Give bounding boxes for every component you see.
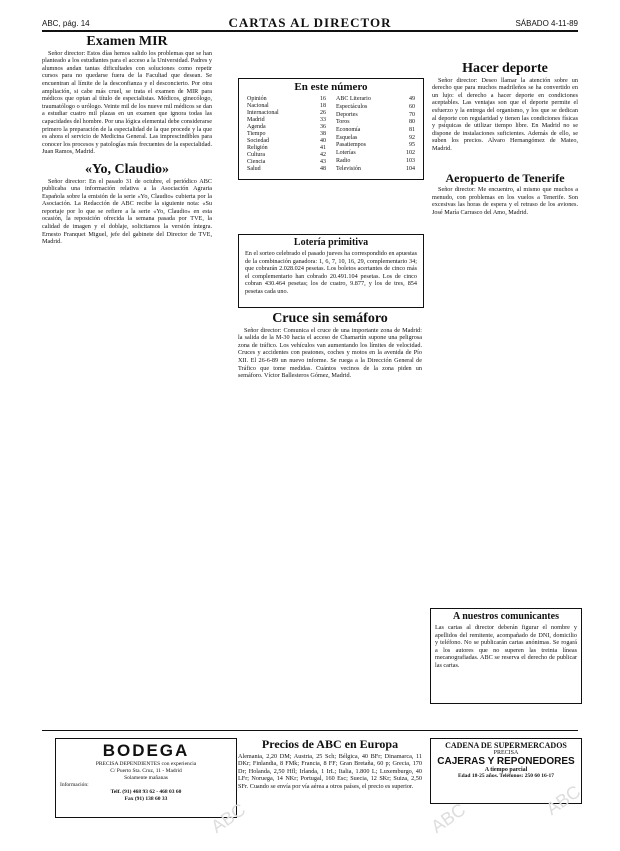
index-title: En este número bbox=[294, 81, 368, 93]
ad-line: CAJERAS Y REPONEDORES bbox=[437, 756, 575, 767]
index-row bbox=[245, 145, 328, 152]
notice-body: Las cartas al director deberán figurar el nombre y apellidos del remitente, acompañado de DNI, domicilio y teléfono. No se publicarán cartas anónimas. Se rogará a los autores que no superen las treinta líneas mecanografiadas. ABC se reserva el derecho de publicar las cartas. bbox=[435, 624, 577, 669]
index-row bbox=[245, 159, 328, 166]
ad-phone: Telf. (91) 468 93 62 - 468 03 60 bbox=[110, 789, 182, 795]
letter-title: Cruce sin semáforo bbox=[272, 311, 388, 326]
column-middle bbox=[238, 312, 422, 381]
ad-line: C/ Puerto Sta. Cruz, 11 - Madrid bbox=[110, 768, 182, 774]
index-item-name: Televisión bbox=[336, 165, 361, 172]
lottery-body: En el sorteo celebrado el pasado jueves ha correspondido en apuestas de la combinación ganadora: 1, 6, 7, 10, 16, 29, complementario 34; que cobrarán 2.028.024 pesetas. Los boletos acertantes de cinco más el complementario han cobrado 20.491.104 pesetas. Los de cinco cobran 430.464 pesetas; los de cuatro, 9.877, y los de tres, 854 pesetas cada uno. bbox=[245, 250, 417, 295]
index-row bbox=[245, 166, 328, 173]
letter-body: Señor director: Comunica el cruce de una importante zona de Madrid: la salida de la M-30 hacia el acceso de Chamartín supone una peligrosa zona de tráfico. Los vehículos van aumentando los límites de velocidad. Cruces y accidentes con peatones, coches y motos en la avenida de Pío XII. El 26-6-89 un nuevo informe. Se ruega a la Dirección General de Tráfico que tome medidas. Cuántos vecinos de la zona piden un semáforo. Víctor Ballesteros Gómez, Madrid. bbox=[238, 326, 422, 380]
index-row bbox=[245, 124, 328, 131]
index-item-name: Internacional bbox=[247, 110, 279, 116]
index-row bbox=[245, 96, 328, 103]
watermark: ABC bbox=[207, 799, 250, 837]
index-item-page: 49 bbox=[409, 96, 415, 103]
notice-box bbox=[430, 608, 582, 704]
index-item-name: ABC Literario bbox=[336, 96, 371, 103]
europe-title: Precios de ABC en Europa bbox=[261, 737, 399, 751]
ad-line: A tiempo parcial bbox=[484, 767, 528, 773]
ad-line: PRECISA bbox=[493, 750, 519, 756]
letter-title: «Yo, Claudio» bbox=[84, 161, 170, 177]
index-item-name: Radio bbox=[336, 157, 351, 164]
index-row bbox=[334, 158, 417, 166]
section-title: CARTAS AL DIRECTOR bbox=[228, 15, 392, 30]
ad-line: Información: bbox=[60, 782, 89, 788]
index-row bbox=[334, 96, 417, 104]
index-row bbox=[245, 117, 328, 124]
index-item-page: 43 bbox=[320, 159, 326, 165]
lottery-box bbox=[238, 234, 424, 308]
index-item-page: 38 bbox=[320, 131, 326, 137]
index-row bbox=[245, 110, 328, 117]
letter-body: Señor director: Me encuentro, al mismo que muchos a menudo, con problemas en los vuelos a Tenerife. Son excesivas las horas de espera y el retraso de los aviones. José María Carrasco del Amo, Madrid. bbox=[432, 186, 578, 216]
page-date: SÁBADO 4-11-89 bbox=[515, 19, 578, 28]
index-box bbox=[238, 78, 424, 180]
index-item-name: Loterías bbox=[336, 150, 356, 157]
bodega-ad bbox=[55, 738, 237, 818]
index-item-page: 60 bbox=[409, 104, 415, 111]
index-item-name: Toros bbox=[336, 119, 350, 126]
column-left bbox=[42, 35, 212, 247]
index-item-name: Economía bbox=[336, 127, 361, 134]
watermark: ABC bbox=[542, 781, 585, 819]
index-item-name: Religión bbox=[247, 145, 268, 151]
letter-title: Hacer deporte bbox=[462, 61, 548, 76]
ad-name: BODEGA bbox=[102, 741, 190, 760]
index-item-page: 41 bbox=[320, 145, 326, 151]
index-item-name: Salud bbox=[247, 166, 261, 172]
index-item-page: 95 bbox=[409, 142, 415, 149]
index-row bbox=[334, 119, 417, 127]
ad-line: Solamente mañanas bbox=[124, 775, 168, 781]
bottom-rule bbox=[42, 730, 578, 731]
index-item-page: 40 bbox=[320, 138, 326, 144]
index-item-name: Tiempo bbox=[247, 131, 266, 137]
index-item-name: Deportes bbox=[336, 111, 358, 118]
index-item-page: 70 bbox=[409, 111, 415, 118]
europe-prices bbox=[238, 738, 422, 791]
index-row bbox=[334, 134, 417, 142]
ad-line: CADENA DE SUPERMERCADOS bbox=[445, 741, 567, 750]
index-item-name: Esquelas bbox=[336, 134, 358, 141]
ad-line: Edad 18-25 años. Teléfonos: 250 60 16-17 bbox=[457, 773, 555, 779]
index-item-name: Cultura bbox=[247, 152, 265, 158]
index-item-name: Ciencia bbox=[247, 159, 266, 165]
index-item-page: 33 bbox=[320, 117, 326, 123]
index-item-page: 103 bbox=[406, 157, 415, 164]
index-item-page: 42 bbox=[320, 152, 326, 158]
index-item-name: Nacional bbox=[247, 103, 269, 109]
lottery-title: Lotería primitiva bbox=[293, 237, 369, 248]
ad-fax: Fax (91) 138 60 33 bbox=[124, 796, 168, 802]
index-row bbox=[245, 152, 328, 159]
index-item-page: 102 bbox=[406, 150, 415, 157]
index-item-page: 26 bbox=[320, 110, 326, 116]
letter-body: Señor director: Estos días hemos salido los problemas que se han planteado a los estudiantes para el acceso a la Universidad. Padres y alumnos andan tantas dificultades con soluciones como repetir cursos para no quedarse fuera de la Facultad que desean. Se encuentran al límite de la desconfianza y el desconcierto. Por otra ampliación, si cabe más cruel, se trata el examen de MIR para médicos que optan al título de especialistas. Médicos, ginecólogo, traumatólogo o urólogo. Veinte mil de los nueve mil médicos se dan a estudiar cuatro mil plazas en un examen que ignora todas las capacidades del hombre. Por una lógica elemental debe considerarse primero la preparación de la especialidad de la que procede y la que es ahora el servicio de Medicina General. Las imprescindibles para conocer los procesos y patologías más frecuentes de la especialidad. Juan Ramos, Madrid. bbox=[42, 49, 212, 156]
header-rule bbox=[42, 30, 578, 32]
index-row bbox=[334, 111, 417, 119]
index-row bbox=[334, 142, 417, 150]
letter-body: Señor director: En el pasado 31 de octubre, el periódico ABC publicaba una información relativa a la Asociación Agraria Española sobre la emisión de la serie «Yo, Claudio» cubierta por la Asociación. La Redacción de ABC recibe la siguiente nota: «Su reportaje por lo que se refiere a la serie «Yo, Claudio» en esta ocasión, la reposición ofrecida la semana pasada por TVE, la calidad de imagen y el doblaje, solicitamos la versión íntegra. Ernesto Franquet Miguel, jefe del gabinete del Director de TVE, Madrid. bbox=[42, 177, 212, 246]
index-item-page: 16 bbox=[320, 96, 326, 102]
index-item-page: 36 bbox=[320, 124, 326, 130]
index-item-page: 104 bbox=[406, 165, 415, 172]
index-item-page: 80 bbox=[409, 119, 415, 126]
index-item-name: Pasatiempos bbox=[336, 142, 366, 149]
index-row bbox=[245, 103, 328, 110]
index-row bbox=[334, 127, 417, 135]
index-row bbox=[334, 165, 417, 173]
column-right bbox=[432, 62, 578, 218]
index-item-page: 18 bbox=[320, 103, 326, 109]
europe-body: Alemania, 2,20 DM; Austria, 25 Sch; Bélgica, 40 BFr; Dinamarca, 11 DKr; Finlandia, 8 FMk; Francia, 8 FF; Gran Bretaña, 60 p; Grecia, 170 Dr; Holanda, 2,50 Hfl; Irlanda, 1 IrL; Italia, 1.800 L; Luxemburgo, 40 LFr; Noruega, 14 NKr; Portugal, 160 Esc; Suecia, 12 SKr; Suiza, 2,50 SFr. Cuando se envía por vía aérea a otros países, el precio es superior. bbox=[238, 752, 422, 790]
index-item-name: Agenda bbox=[247, 124, 266, 130]
index-item-name: Sociedad bbox=[247, 138, 269, 144]
index-row bbox=[334, 104, 417, 112]
page-number: ABC, pág. 14 bbox=[42, 19, 90, 28]
index-item-page: 48 bbox=[320, 166, 326, 172]
index-item-name: Espectáculos bbox=[336, 104, 368, 111]
notice-title: A nuestros comunicantes bbox=[453, 611, 559, 622]
index-row bbox=[245, 131, 328, 138]
index-row bbox=[334, 150, 417, 158]
letter-title: Examen MIR bbox=[86, 34, 168, 49]
letter-title: Aeropuerto de Tenerife bbox=[445, 170, 565, 185]
ad-line: PRECISA DEPENDIENTES con experiencia bbox=[95, 761, 197, 767]
index-item-page: 92 bbox=[409, 134, 415, 141]
letter-body: Señor director: Deseo llamar la atención sobre un derecho que para muchos madrileños se ha convertido en un lujo: el derecho a hacer deporte en condiciones aceptables. Las ventajas son que el deporte permite el esfuerzo y la entrega del organismo, y los que se dedican al deporte con regularidad y tienen las condiciones físicas y psíquicas de utilizar tiempo libre. En Madrid no se dispone de instalaciones suficientes. Además de ello, se suben los precios. Alvaro Hernangómez de Mateo, Madrid. bbox=[432, 76, 578, 152]
index-item-name: Madrid bbox=[247, 117, 265, 123]
index-item-name: Opinión bbox=[247, 96, 267, 102]
index-row bbox=[245, 138, 328, 145]
index-item-page: 81 bbox=[409, 127, 415, 134]
watermark: ABC bbox=[427, 799, 470, 837]
